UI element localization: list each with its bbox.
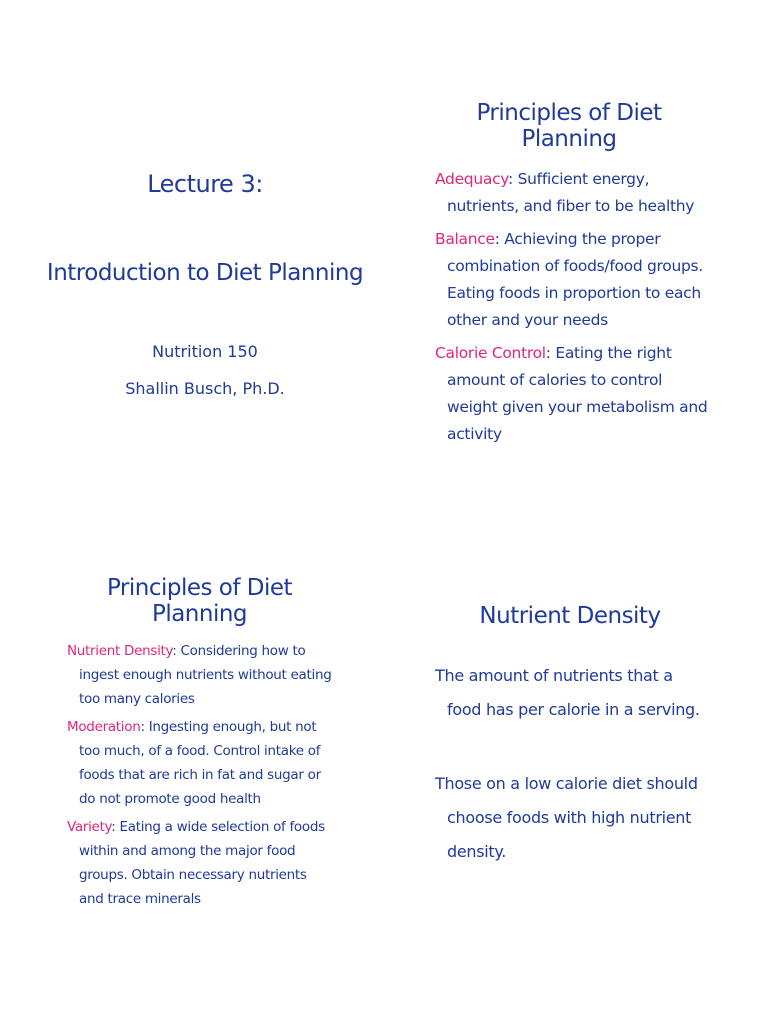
principle-text: : Sufficient energy, nutrients, and fiber to be healthy xyxy=(447,170,695,215)
principles-list xyxy=(67,639,332,911)
slide-title-heading: Principles of Diet Planning xyxy=(476,100,662,152)
slide-title-heading: Principles of Diet Planning xyxy=(106,575,293,627)
principle-text: : Ingesting enough, but not too much, of a food. Control intake of foods that are rich in fat and sugar or do not promote good health xyxy=(79,719,321,807)
principle-item xyxy=(67,639,332,711)
slide-principles-1 xyxy=(435,100,715,454)
slide-title xyxy=(40,170,370,398)
principle-term: Moderation xyxy=(67,719,141,735)
lecture-subtitle: Introduction to Diet Planning xyxy=(46,260,364,286)
principle-term: Adequacy xyxy=(435,170,509,188)
principle-term: Variety xyxy=(67,819,112,835)
principle-term: Balance xyxy=(435,230,495,248)
lecture-heading: Lecture 3: xyxy=(147,170,263,198)
principle-text: : Achieving the proper combination of foods/food groups. Eating foods in proportion to each other and your needs xyxy=(447,230,703,329)
principle-item xyxy=(67,815,332,911)
principle-term: Calorie Control xyxy=(435,344,546,362)
slide-body xyxy=(435,659,705,869)
principles-list xyxy=(435,166,715,448)
principle-item xyxy=(67,715,332,811)
advice-paragraph: Those on a low calorie diet should choose foods with high nutrient density. xyxy=(435,774,698,861)
course-name: Nutrition 150 xyxy=(152,342,258,361)
principle-term: Nutrient Density xyxy=(67,643,173,659)
principle-item xyxy=(435,166,715,220)
principle-text: : Eating a wide selection of foods within and among the major food groups. Obtain necessary nutrients and trace minerals xyxy=(79,819,325,907)
slide-principles-2 xyxy=(67,575,332,915)
slide-title-heading: Nutrient Density xyxy=(479,603,661,629)
slide-nutrient-density xyxy=(435,603,705,869)
instructor-name: Shallin Busch, Ph.D. xyxy=(125,379,285,398)
principle-item xyxy=(435,226,715,334)
principle-text: : Eating the right amount of calories to control weight given your metabolism and activity xyxy=(447,344,708,443)
principle-text: : Considering how to ingest enough nutrients without eating too many calories xyxy=(79,643,332,707)
definition-paragraph: The amount of nutrients that a food has per calorie in a serving. xyxy=(435,666,700,719)
principle-item xyxy=(435,340,715,448)
